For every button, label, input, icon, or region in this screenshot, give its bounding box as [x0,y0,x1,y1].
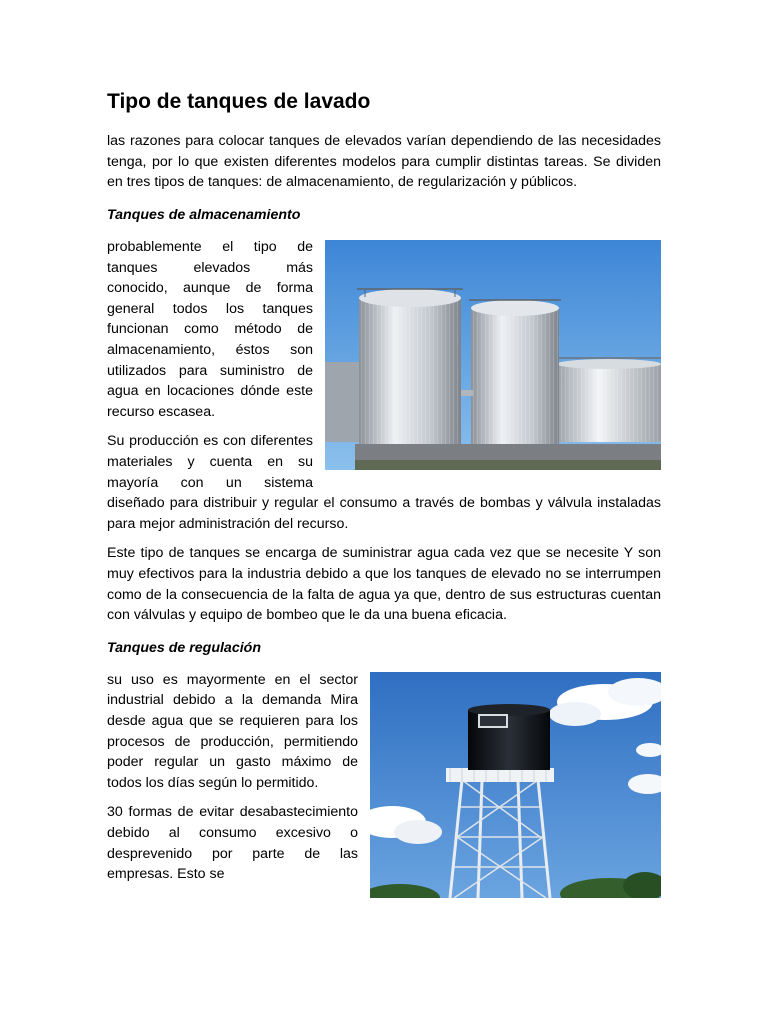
intro-paragraph: las razones para colocar tanques de elevados varían dependiendo de las necesidades tenga, por lo que existen diferentes modelos para cumplir distintas tareas. Se dividen en tres tipos de tanques: de almacenamiento, de regularización y públicos. [107,133,661,191]
water-tower-photo [370,672,661,898]
regulacion-paragraph-2: 30 formas de evitar desabastecimiento debido al consumo excesivo o desprevenido por parte de las empresas. Esto se [107,804,358,883]
almacenamiento-paragraph-1: probablemente el tipo de tanques elevados más conocido, aunque de forma general todos los tanques funcionan como método de almacenamiento, éstos son utilizados para suministro de agua en locaciones dónde este recurso escasea. [107,239,313,420]
regulacion-paragraph-1: su uso es mayormente en el sector industrial debido a la demanda Mira desde agua que se requieren para los procesos de producción, permitiendo poder regular un gasto máximo de todos los días según lo permitido. [107,671,358,791]
section-heading-almacenamiento: Tanques de almacenamiento [107,207,301,224]
document-body [107,88,661,902]
almacenamiento-paragraph-2: Su producción es con diferentes materiales y cuenta en su mayoría con un sistema diseñado para distribuir y regular el consumo a través de bombas y válvula instaladas para mejor administración del recurso. [107,433,661,532]
page-title: Tipo de tanques de lavado [107,90,371,113]
storage-tanks-photo [325,240,661,470]
section-heading-regulacion: Tanques de regulación [107,639,261,656]
almacenamiento-paragraph-3: Este tipo de tanques se encarga de suministrar agua cada vez que se necesite Y son muy efectivos para la industria debido a que los tanques de elevado no se interrumpen como de la consecuencia de la falta de agua ya que, dentro de sus estructuras cuentan con válvulas y equipo de bombeo que le da una buena eficacia. [107,545,661,624]
